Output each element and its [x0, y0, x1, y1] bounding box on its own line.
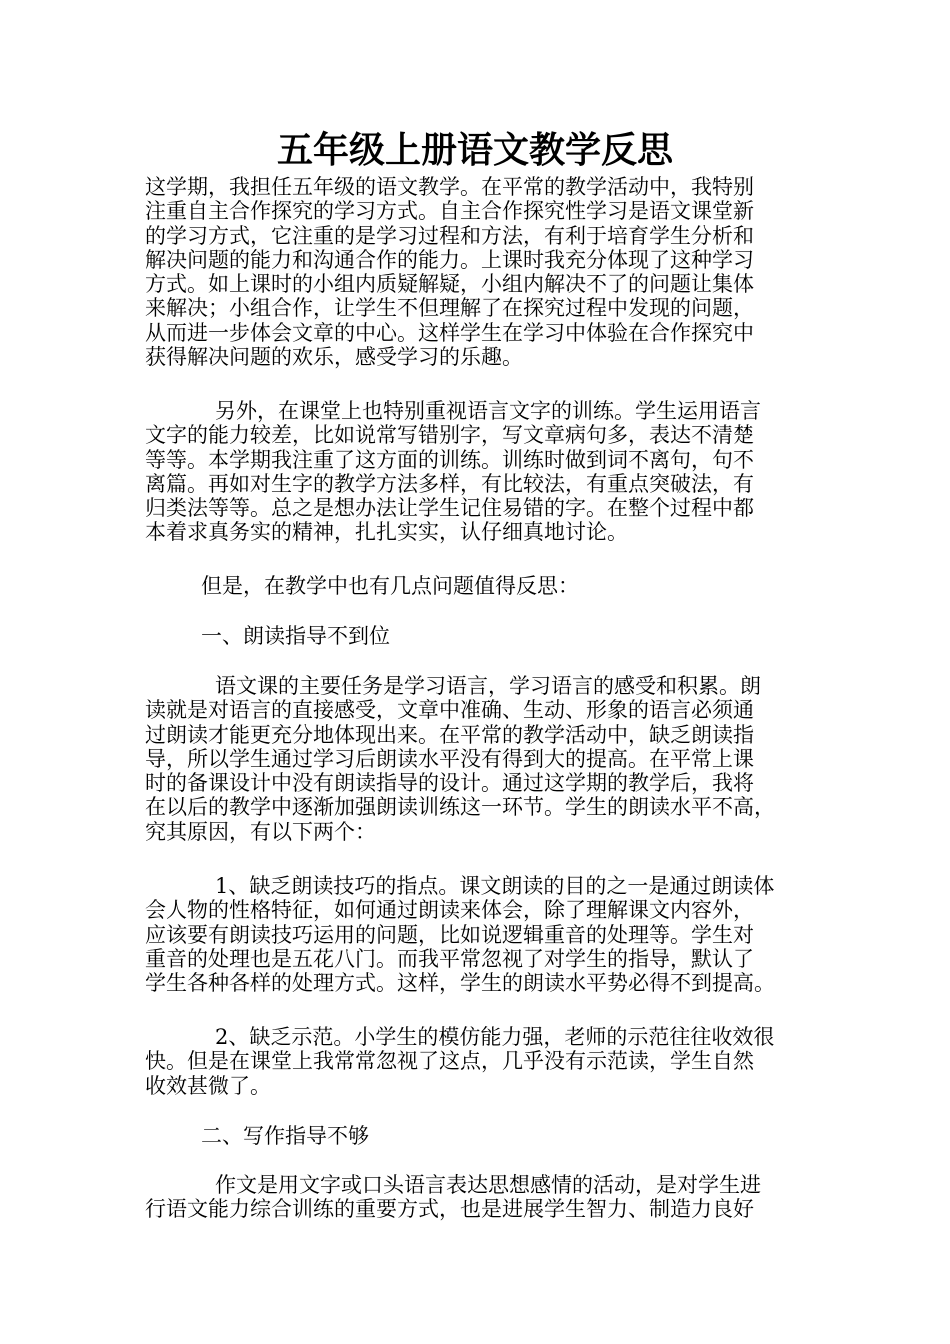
paragraph-language-training: [145, 399, 825, 545]
text-line: 方式。如上课时的小组内质疑解疑，小组内解决不了的问题让集体: [145, 272, 754, 297]
text-line: 的学习方式，它注重的是学习过程和方法，有利于培育学生分析和: [145, 223, 754, 248]
paragraph-reading: [145, 674, 825, 844]
text-line: 语文课的主要任务是学习语言，学习语言的感受和积累。朗: [215, 674, 761, 698]
text-line: 快。但是在课堂上我常常忽视了这点，几乎没有示范读，学生自然: [145, 1049, 754, 1074]
text-line: 解决问题的能力和沟通合作的能力。上课时我充分体现了这种学习: [145, 247, 754, 272]
section-heading-writing: [145, 1124, 825, 1148]
text-line: 但是，在教学中也有几点问题值得反思：: [201, 574, 579, 598]
paragraph-reflection-intro: [145, 574, 825, 598]
text-line: 归类法等等。总之是想办法让学生记住易错的字。在整个过程中都: [145, 496, 754, 521]
text-line: 一、朗读指导不到位: [201, 624, 390, 648]
paragraph-intro: [145, 175, 825, 369]
text-line: 从而进一步体会文章的中心。这样学生在学习中体验在合作探究中: [145, 320, 754, 345]
text-line: 收效甚微了。: [145, 1073, 271, 1098]
text-line: 注重自主合作探究的学习方式。自主合作探究性学习是语文课堂新: [145, 199, 754, 224]
paragraph-point-1: [145, 874, 825, 995]
text-line: 学生各种各样的处理方式。这样，学生的朗读水平势必得不到提高。: [145, 971, 775, 996]
text-line: 在以后的教学中逐渐加强朗读训练这一环节。学生的朗读水平不高，: [145, 795, 775, 820]
text-line: 时的备课设计中没有朗读指导的设计。通过这学期的教学后，我将: [145, 771, 754, 796]
paragraph-point-2: [145, 1025, 825, 1098]
section-heading-reading: [145, 624, 825, 648]
text-line: 这学期，我担任五年级的语文教学。在平常的教学活动中，我特别: [145, 175, 754, 199]
paragraph-writing: [145, 1173, 825, 1222]
document-title: 五年级上册语文教学反思: [276, 129, 673, 171]
text-line: 应该要有朗读技巧运用的问题，比如说逻辑重音的处理等。学生对: [145, 922, 754, 947]
text-line: 读就是对语言的直接感受，文章中准确、生动、形象的语言必须通: [145, 698, 754, 723]
text-line: 等等。本学期我注重了这方面的训练。训练时做到词不离句，句不: [145, 447, 754, 472]
text-line: 本着求真务实的精神，扎扎实实，认仔细真地讨论。: [145, 520, 628, 545]
text-line: 2、缺乏示范。小学生的模仿能力强，老师的示范往往收效很: [215, 1025, 775, 1049]
text-line: 另外，在课堂上也特别重视语言文字的训练。学生运用语言: [215, 399, 761, 423]
text-line: 会人物的性格特征，如何通过朗读来体会，除了理解课文内容外，: [145, 898, 754, 923]
text-line: 导，所以学生通过学习后朗读水平没有得到大的提高。在平常上课: [145, 746, 754, 771]
text-line: 过朗读才能更充分地体现出来。在平常的教学活动中，缺乏朗读指: [145, 722, 754, 747]
text-line: 重音的处理也是五花八门。而我平常忽视了对学生的指导，默认了: [145, 946, 754, 971]
text-line: 文字的能力较差，比如说常写错别字，写文章病句多，表达不清楚: [145, 423, 754, 448]
text-line: 获得解决问题的欢乐，感受学习的乐趣。: [145, 345, 523, 370]
text-line: 作文是用文字或口头语言表达思想感情的活动，是对学生进: [215, 1173, 761, 1197]
text-line: 行语文能力综合训练的重要方式，也是进展学生智力、制造力良好: [145, 1197, 754, 1222]
text-line: 离篇。再如对生字的教学方法多样，有比较法，有重点突破法，有: [145, 471, 754, 496]
text-line: 来解决；小组合作，让学生不但理解了在探究过程中发现的问题，: [145, 296, 754, 321]
text-line: 二、写作指导不够: [201, 1124, 369, 1148]
text-line: 究其原因，有以下两个：: [145, 819, 376, 844]
text-line: 1、缺乏朗读技巧的指点。课文朗读的目的之一是通过朗读体: [215, 874, 775, 898]
